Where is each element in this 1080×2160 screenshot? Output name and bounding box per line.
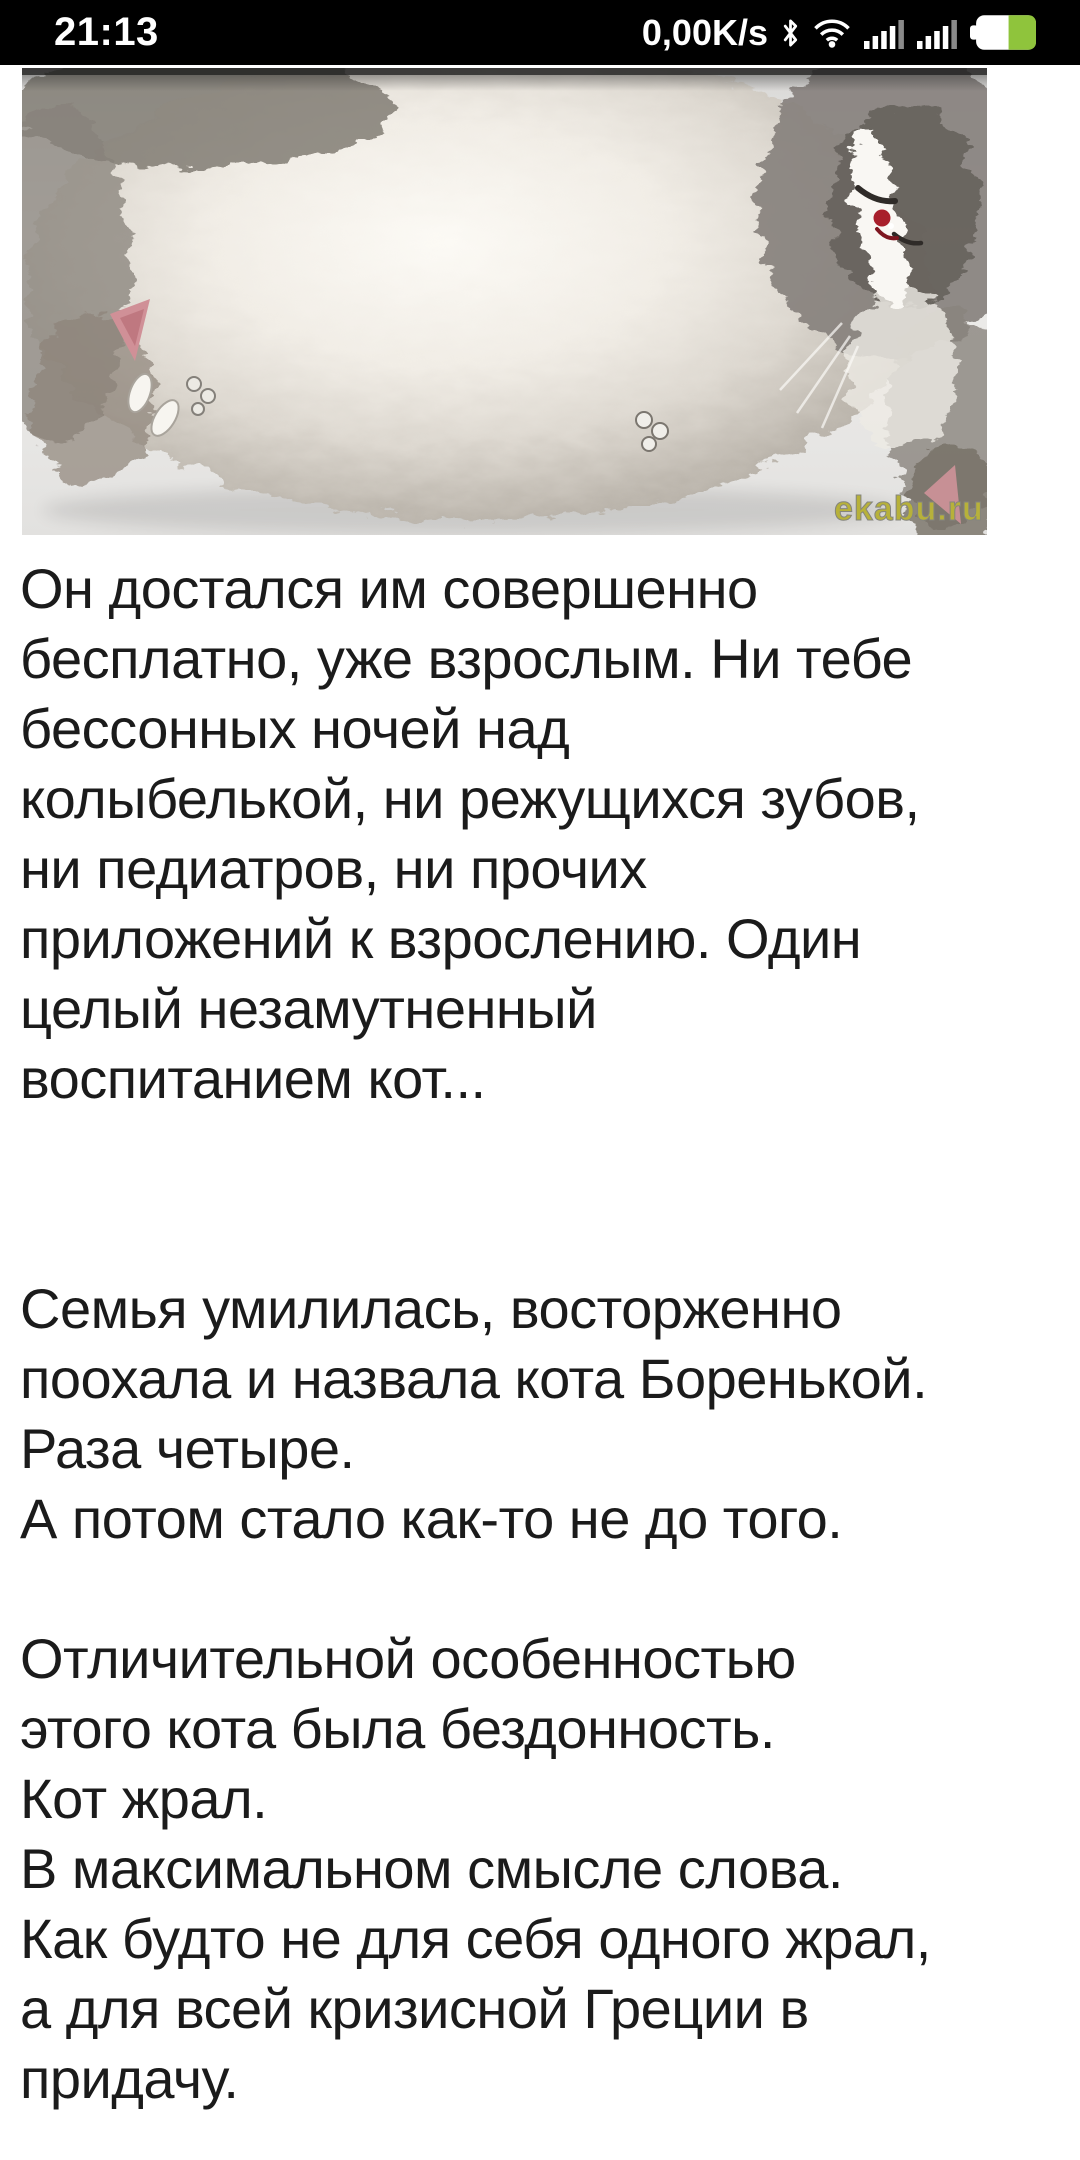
- text-line: воспитанием кот...: [20, 1047, 486, 1110]
- paragraph-1: [20, 554, 1064, 1114]
- text-line: Он достался им совершенно: [20, 557, 758, 620]
- text-line: придачу.: [20, 2047, 239, 2110]
- signal-bars-icon-sim1: [864, 17, 904, 49]
- network-speed-label: 0,00K/s: [641, 11, 768, 53]
- clock-label: 21:13: [54, 10, 159, 54]
- cat-illustration-image[interactable]: [22, 68, 987, 535]
- text-line: а для всей кризисной Греции в: [20, 1977, 809, 2040]
- text-line: ни педиатров, ни прочих: [20, 837, 647, 900]
- signal-bars-icon-sim2: [917, 17, 957, 49]
- battery-icon: [970, 14, 1037, 51]
- text-line: поохала и назвала кота Боренькой.: [20, 1347, 928, 1410]
- text-line: Кот жрал.: [20, 1767, 268, 1830]
- wifi-icon: [813, 17, 851, 48]
- article-text[interactable]: [20, 554, 1064, 2114]
- text-line: В максимальном смысле слова.: [20, 1837, 843, 1900]
- image-top-edge: [22, 68, 987, 75]
- text-line: этого кота была бездонность.: [20, 1697, 775, 1760]
- text-line: бесплатно, уже взрослым. Ни тебе: [20, 627, 913, 690]
- text-line: Семья умилилась, восторженно: [20, 1277, 842, 1340]
- paragraph-3: [20, 1624, 1064, 2114]
- text-line: приложений к взрослению. Один: [20, 907, 862, 970]
- image-top-fade: [22, 75, 987, 91]
- text-line: Раза четыре.: [20, 1417, 355, 1480]
- paragraph-2: [20, 1274, 1064, 1554]
- watermark-label: ekabu.ru: [834, 490, 984, 528]
- text-line: колыбелькой, ни режущихся зубов,: [20, 767, 920, 830]
- text-line: бессонных ночей над: [20, 697, 570, 760]
- text-line: целый незамутненный: [20, 977, 597, 1040]
- text-line: Как будто не для себя одного жрал,: [20, 1907, 931, 1970]
- battery-charge-fill: [1009, 15, 1036, 50]
- status-bar-right-cluster: [642, 12, 1037, 54]
- bluetooth-icon: [781, 16, 800, 50]
- status-bar: [0, 0, 1080, 65]
- text-line: А потом стало как-то не до того.: [20, 1487, 843, 1550]
- text-line: Отличительной особенностью: [20, 1627, 796, 1690]
